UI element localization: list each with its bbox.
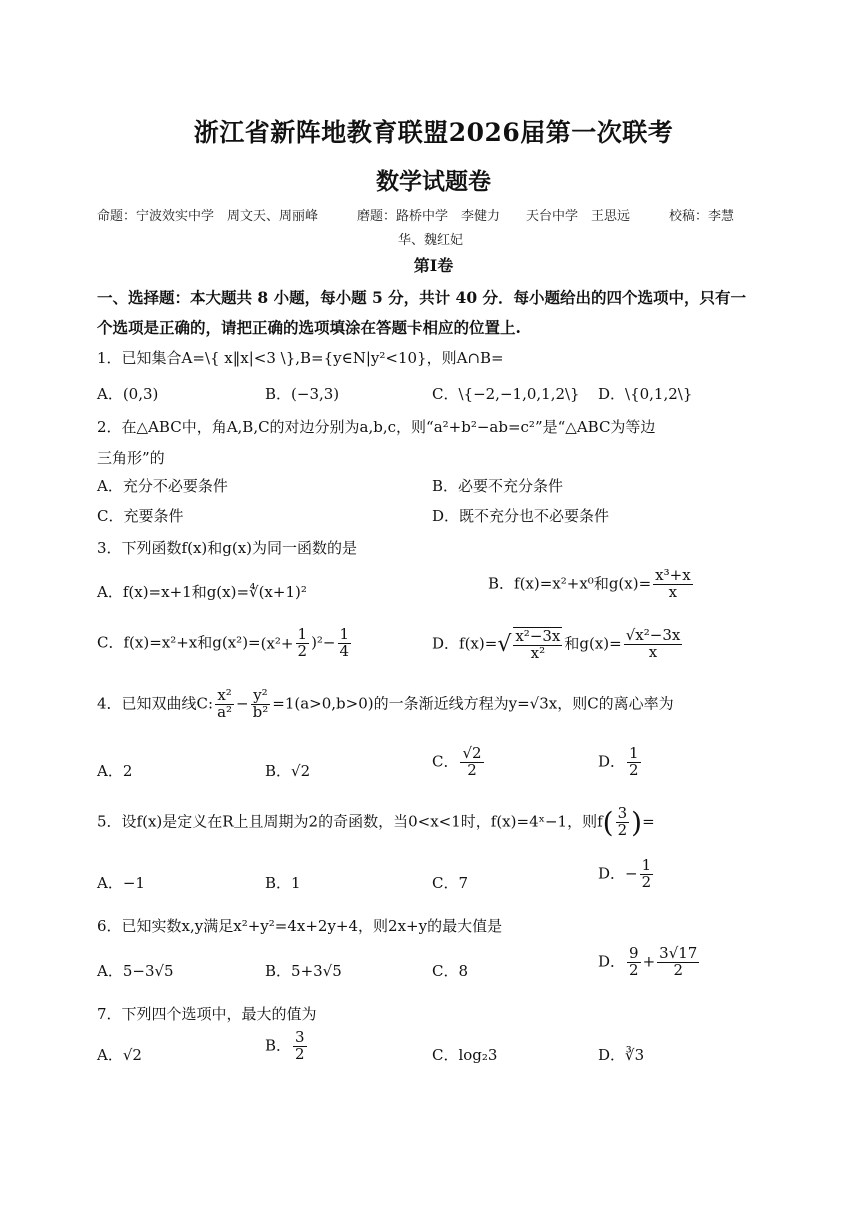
q7b-den: 2: [295, 1044, 305, 1063]
q4-x-fraction: [215, 688, 234, 721]
q5-arg-fraction: [616, 806, 630, 839]
q7b-label: B．: [265, 1036, 292, 1055]
q3d-f-fraction: [513, 627, 562, 662]
q4c-fraction: [460, 746, 483, 779]
q3d-g-den: x: [648, 642, 658, 661]
question-7-option-b: [265, 1030, 309, 1063]
q6d-fraction-1: [627, 946, 641, 979]
q3d-radical-icon: √: [497, 631, 512, 657]
q3b-prefix: B．f(x)=x²+x⁰和g(x)=: [488, 574, 652, 593]
question-4-option-a: A．2: [97, 762, 133, 780]
q4-stem-post: =1(a>0,b>0)的一条渐近线方程为y=√3x，则C的离心率为: [272, 694, 674, 713]
q4d-den: 2: [629, 760, 639, 779]
q6d-label: D．: [598, 952, 626, 971]
q3c-prefix: C．f(x)=x²+x和g(x²)=: [97, 633, 261, 652]
question-4-stem: [97, 688, 674, 721]
question-1-stem: 1．已知集合A=\{ x‖x|<3 \},B={y∈N|y²<10}，则A∩B=: [97, 349, 504, 367]
q3c-half-num: 1: [297, 625, 308, 643]
question-2-option-d: D．既不充分也不必要条件: [432, 507, 610, 525]
q4d-num: 1: [629, 744, 639, 762]
question-3-option-a: A．f(x)=x+1和g(x)=∜(x+1)²: [97, 583, 307, 601]
q5-stem-post: =: [642, 812, 655, 831]
question-2-stem-1: 2．在△ABC中，角A,B,C的对边分别为a,b,c，则“a²+b²−ab=c²”是“△ABC为等边: [97, 418, 656, 436]
question-1-option-c: C．\{−2,−1,0,1,2\}: [432, 385, 580, 403]
section-instructions-1: 一、选择题：本大题共 8 小题，每小题 5 分，共计 40 分．每小题给出的四个选项中，只有一: [97, 288, 747, 307]
exam-title: 浙江省新阵地教育联盟2026届第一次联考: [193, 118, 674, 147]
q3c-quarter-num: 1: [339, 625, 350, 643]
part-heading: 第Ⅰ卷: [413, 256, 454, 275]
q3b-fraction: [653, 568, 693, 601]
question-4-option-b: B．√2: [265, 762, 311, 780]
q4d-fraction: [627, 746, 641, 779]
question-6-option-c: C．8: [432, 962, 469, 980]
q3d-prefix: D．f(x)=: [432, 634, 498, 653]
q4d-label: D．: [598, 752, 626, 771]
q5-paren-close: ): [631, 806, 643, 839]
q3c-half-den: 2: [297, 641, 308, 660]
q4-x-num: x²: [215, 688, 234, 705]
question-6-option-b: B．5+3√5: [265, 962, 342, 980]
q6d-den-2: 2: [673, 960, 684, 979]
question-7-option-d: D．∛3: [598, 1046, 645, 1064]
section-instructions-2: 个选项是正确的，请把正确的选项填涂在答题卡相应的位置上.: [97, 318, 521, 337]
question-7-stem: 7．下列四个选项中，最大的值为: [97, 1005, 317, 1023]
q6d-plus: +: [642, 952, 656, 971]
q4-minus: −: [236, 694, 249, 713]
question-5-option-b: B．1: [265, 874, 301, 892]
question-6-stem: 6．已知实数x,y满足x²+y²=4x+2y+4，则2x+y的最大值是: [97, 917, 503, 935]
question-2-option-a: A．充分不必要条件: [97, 477, 228, 495]
question-5-stem: [97, 806, 655, 839]
q3d-g-num: √x²−3x: [625, 626, 681, 644]
q4-y-den: b²: [252, 702, 269, 721]
question-5-option-c: C．7: [432, 874, 469, 892]
q3d-mid: 和g(x)=: [564, 634, 622, 653]
q6d-fraction-2: [657, 946, 699, 979]
q6d-den-1: 2: [629, 960, 639, 979]
question-1-option-a: A．(0,3): [97, 385, 159, 403]
question-6-option-a: A．5−3√5: [97, 962, 174, 980]
q4-stem-pre: 4．已知双曲线C:: [97, 694, 214, 713]
question-1-option-b: B．(−3,3): [265, 385, 340, 403]
q5d-den: 2: [641, 872, 652, 891]
question-2-stem-2: 三角形”的: [97, 449, 165, 467]
q3b-denominator: x: [668, 582, 678, 601]
q5-paren-open: (: [602, 806, 614, 839]
q4-y-num: y²: [251, 688, 271, 705]
question-1-option-d: D．\{0,1,2\}: [598, 385, 693, 403]
q3d-f-num: x²−3x: [515, 627, 561, 645]
authors-line-1: 命题：宁波效实中学 周文天、周丽峰 磨题：路桥中学 李健力 天台中学 王思远 校稿：李慧: [97, 209, 735, 224]
q3c-quarter: [338, 627, 352, 660]
q5-arg-num: 3: [617, 804, 628, 823]
q3d-g-fraction: [624, 628, 683, 661]
q3b-numerator: x³+x: [655, 566, 691, 584]
question-7-option-a: A．√2: [97, 1046, 142, 1064]
q4c-label: C．: [432, 752, 459, 771]
question-7-option-c: C．log₂3: [432, 1046, 498, 1064]
q3c-post: )²−: [311, 633, 336, 652]
q5d-fraction: [640, 858, 654, 891]
q3c-bracket: (x²+: [260, 634, 294, 653]
q6d-num-1: 9: [629, 944, 639, 962]
q4c-den: 2: [467, 760, 477, 779]
q5-arg-den: 2: [617, 821, 628, 839]
q6d-num-2: 3√17: [659, 944, 698, 962]
question-5-option-a: A．−1: [97, 874, 145, 892]
question-3-option-d: [432, 627, 684, 662]
q5-stem-pre: 5．设f(x)是定义在R上且周期为2的奇函数，当0<x<1时，f(x)=4ˣ−1，则f: [97, 812, 603, 831]
question-6-option-d: [598, 946, 701, 979]
question-2-option-c: C．充要条件: [97, 507, 184, 525]
q4-x-den: a²: [217, 702, 233, 721]
question-4-option-d: [598, 746, 643, 779]
q3c-quarter-den: 4: [339, 641, 350, 660]
q5d-num: 1: [641, 856, 652, 874]
question-5-option-d: [598, 858, 655, 891]
authors-line-2: 华、魏红妃: [398, 233, 464, 248]
q7b-fraction: [293, 1030, 307, 1063]
q4-y-fraction: [251, 688, 271, 721]
question-2-option-b: B．必要不充分条件: [432, 477, 564, 495]
q3c-half: [296, 627, 310, 660]
q5d-label: D．−: [598, 864, 638, 883]
question-3-stem: 3．下列函数f(x)和g(x)为同一函数的是: [97, 539, 358, 557]
q7b-num: 3: [295, 1028, 305, 1046]
q3d-f-den: x²: [530, 643, 546, 662]
question-4-option-c: [432, 746, 486, 779]
q4c-num: √2: [462, 744, 482, 762]
exam-subtitle: 数学试题卷: [376, 168, 491, 195]
question-3-option-b: [488, 568, 695, 601]
question-3-option-c: [97, 627, 353, 660]
